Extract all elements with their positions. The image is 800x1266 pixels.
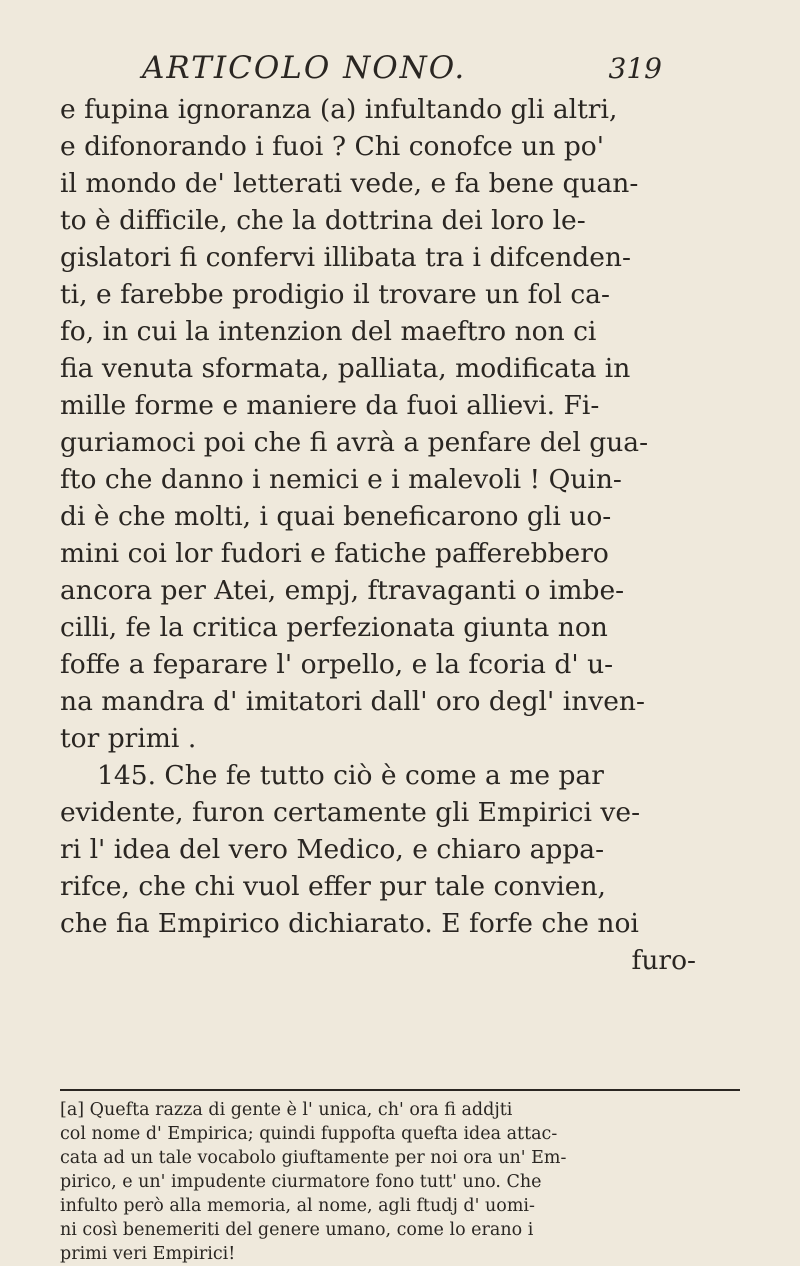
text-line: evidente, furon certamente gli Empirici ve- bbox=[60, 797, 641, 828]
footnote-line: infulto però alla memoria, al nome, agli ftudj d' uomi- bbox=[60, 1196, 535, 1216]
text-line: tor primi . bbox=[60, 723, 197, 754]
footnote-line: [a] Quefta razza di gente è l' unica, ch' ora fi addjti bbox=[60, 1100, 513, 1120]
text-line: rifce, che chi vuol effer pur tale convien, bbox=[60, 871, 606, 902]
text-line: ancora per Atei, empj, ftravaganti o imbe- bbox=[60, 575, 625, 606]
text-line: fia venuta sformata, palliata, modificata in bbox=[60, 353, 631, 384]
text-line: fo, in cui la intenzion del maeftro non ci bbox=[60, 316, 597, 347]
footnote-line: col nome d' Empirica; quindi fuppofta quefta idea attac- bbox=[60, 1124, 558, 1144]
running-head bbox=[142, 50, 662, 90]
paragraph-145-first-line: 145. Che fe tutto ciò è come a me par bbox=[97, 760, 604, 791]
page-number: 319 bbox=[608, 52, 662, 85]
text-line: il mondo de' letterati vede, e fa bene quan- bbox=[60, 168, 639, 199]
footnote-rule bbox=[60, 1089, 740, 1091]
text-line: che fia Empirico dichiarato. E forfe che noi bbox=[60, 908, 639, 939]
text-line: fto che danno i nemici e i malevoli ! Quin- bbox=[60, 464, 622, 495]
text-line: e fupina ignoranza (a) infultando gli altri, bbox=[60, 94, 618, 125]
text-line: ti, e farebbe prodigio il trovare un fol ca- bbox=[60, 279, 610, 310]
text-line: na mandra d' imitatori dall' oro degl' inven- bbox=[60, 686, 645, 717]
footnote bbox=[60, 1098, 740, 1266]
text-line: gislatori fi confervi illibata tra i difcenden- bbox=[60, 242, 631, 273]
text-line: guriamoci poi che fi avrà a penfare del gua- bbox=[60, 427, 649, 458]
body-text bbox=[60, 91, 700, 979]
footnote-line: cata ad un tale vocabolo giuftamente per noi ora un' Em- bbox=[60, 1148, 567, 1168]
footnote-line: primi veri Empirici! bbox=[60, 1244, 236, 1264]
text-line: foffe a feparare l' orpello, e la fcoria d' u- bbox=[60, 649, 614, 680]
catchword: furo- bbox=[631, 945, 696, 976]
text-line: e difonorando i fuoi ? Chi conofce un po' bbox=[60, 131, 605, 162]
running-title: ARTICOLO NONO. bbox=[142, 50, 467, 86]
text-line: ri l' idea del vero Medico, e chiaro appa- bbox=[60, 834, 605, 865]
footnote-line: pirico, e un' impudente ciurmatore fono tutt' uno. Che bbox=[60, 1172, 542, 1192]
footnote-line: ni così benemeriti del genere umano, come lo erano i bbox=[60, 1220, 534, 1240]
text-line: mini coi lor fudori e fatiche pafferebbero bbox=[60, 538, 609, 569]
text-line: cilli, fe la critica perfezionata giunta non bbox=[60, 612, 608, 643]
text-line: to è difficile, che la dottrina dei loro le- bbox=[60, 205, 586, 236]
text-line: mille forme e maniere da fuoi allievi. Fi- bbox=[60, 390, 600, 421]
text-line: di è che molti, i quai beneficarono gli uo- bbox=[60, 501, 612, 532]
